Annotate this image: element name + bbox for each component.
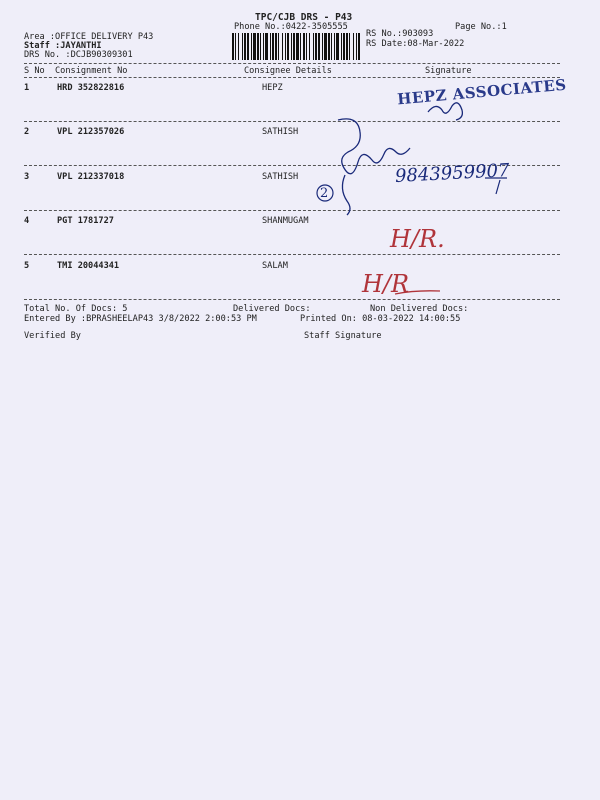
row-consignment: PGT 1781727	[57, 216, 114, 226]
row-consignment: VPL 212357026	[57, 127, 125, 137]
row-consignee: SATHISH	[262, 172, 299, 182]
row-consignee: HEPZ	[262, 83, 283, 93]
row-sno: 5	[24, 261, 30, 271]
handwritten-circled-number: 2	[320, 186, 329, 201]
divider	[24, 254, 560, 255]
handwritten-phone: 9843959907	[394, 160, 511, 187]
divider	[24, 121, 560, 122]
report-title: TPC/CJB DRS - P43	[255, 12, 353, 23]
verified-by: Verified By	[24, 331, 81, 341]
row-consignment: TMI 20044341	[57, 261, 120, 271]
rs-number: RS No.:903093	[366, 29, 434, 39]
drs-number: DRS No. :DCJB90309301	[24, 50, 133, 60]
row-sno: 1	[24, 83, 30, 93]
row-sno: 4	[24, 216, 30, 226]
page-number: Page No.:1	[455, 22, 507, 32]
total-docs: Total No. Of Docs: 5	[24, 304, 128, 314]
entered-by: Entered By :BPRASHEELAP43 3/8/2022 2:00:53 PM	[24, 314, 257, 324]
printed-on: Printed On: 08-03-2022 14:00:55	[300, 314, 461, 324]
handwritten-note: H/R.	[390, 225, 445, 253]
row-consignee: SALAM	[262, 261, 288, 271]
column-header-consignment: Consignment No	[55, 66, 128, 76]
handwritten-note: H/R	[362, 270, 410, 298]
area-label: Area :OFFICE DELIVERY P43	[24, 32, 154, 42]
column-header-consignee: Consignee Details	[244, 66, 332, 76]
non-delivered-docs: Non Delivered Docs:	[370, 304, 469, 314]
rs-date: RS Date:08-Mar-2022	[366, 39, 465, 49]
row-consignment: VPL 212337018	[57, 172, 125, 182]
staff-label: Staff :JAYANTHI	[24, 41, 102, 51]
column-header-signature: Signature	[425, 66, 472, 76]
delivered-docs: Delivered Docs:	[233, 304, 311, 314]
row-consignment: HRD 352822816	[57, 83, 125, 93]
row-consignee: SHANMUGAM	[262, 216, 309, 226]
row-sno: 3	[24, 172, 30, 182]
row-sno: 2	[24, 127, 30, 137]
staff-signature: Staff Signature	[304, 331, 382, 341]
divider	[24, 210, 560, 211]
divider	[24, 77, 560, 78]
divider	[24, 299, 560, 300]
phone-number: Phone No.:0422-3505555	[234, 22, 348, 32]
barcode-image	[231, 33, 361, 60]
column-header-sno: S No	[24, 66, 45, 76]
divider	[24, 63, 560, 64]
company-stamp: HEPZ ASSOCIATES	[396, 75, 568, 109]
row-consignee: SATHISH	[262, 127, 299, 137]
